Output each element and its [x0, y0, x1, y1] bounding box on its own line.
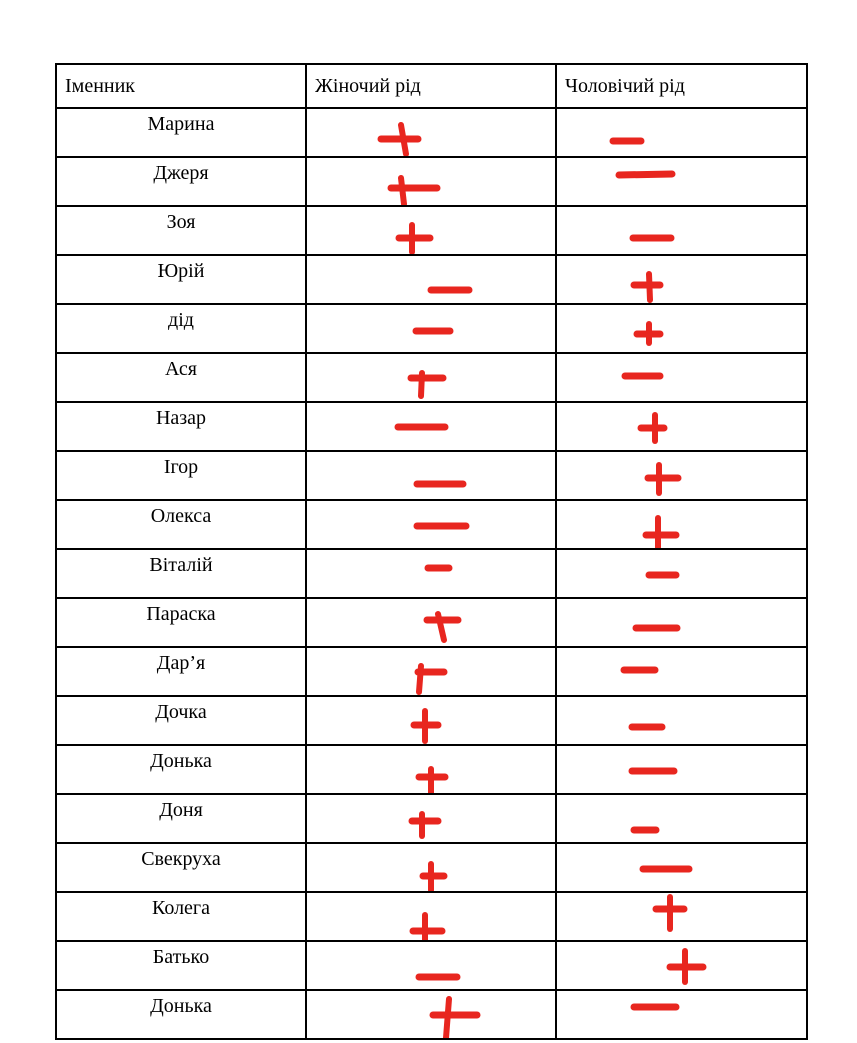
feminine-cell — [306, 206, 556, 255]
feminine-cell — [306, 745, 556, 794]
header-masculine: Чоловічий рід — [556, 64, 807, 108]
masculine-cell — [556, 255, 807, 304]
minus-mark — [557, 746, 807, 791]
masculine-cell — [556, 353, 807, 402]
masculine-cell — [556, 549, 807, 598]
feminine-cell — [306, 108, 556, 157]
masculine-cell — [556, 990, 807, 1039]
noun-cell: Доня — [56, 794, 306, 843]
minus-mark — [307, 942, 556, 987]
table-row — [56, 990, 807, 1039]
plus-mark — [307, 354, 556, 399]
plus-mark — [557, 256, 807, 301]
plus-mark — [307, 991, 556, 1036]
minus-mark — [307, 452, 556, 497]
table-row — [56, 206, 807, 255]
noun-cell: Дар’я — [56, 647, 306, 696]
mark-vertical-stroke — [401, 125, 406, 154]
header-row — [56, 64, 807, 108]
plus-mark — [557, 942, 807, 987]
masculine-cell — [556, 402, 807, 451]
feminine-cell — [306, 892, 556, 941]
masculine-cell — [556, 794, 807, 843]
masculine-cell — [556, 206, 807, 255]
feminine-cell — [306, 647, 556, 696]
noun-cell: Дочка — [56, 696, 306, 745]
noun-cell: Марина — [56, 108, 306, 157]
mark-vertical-stroke — [446, 999, 449, 1038]
minus-mark — [557, 648, 807, 693]
table-row — [56, 451, 807, 500]
table-row — [56, 843, 807, 892]
noun-gender-table — [55, 63, 808, 1040]
feminine-cell — [306, 255, 556, 304]
mark-vertical-stroke — [421, 373, 422, 396]
table-row — [56, 941, 807, 990]
table-row — [56, 402, 807, 451]
masculine-cell — [556, 304, 807, 353]
mark-vertical-stroke — [649, 274, 650, 300]
feminine-cell — [306, 157, 556, 206]
masculine-cell — [556, 696, 807, 745]
masculine-cell — [556, 500, 807, 549]
noun-cell: Олекса — [56, 500, 306, 549]
minus-mark — [307, 305, 556, 350]
minus-mark — [557, 844, 807, 889]
feminine-cell — [306, 353, 556, 402]
plus-mark — [557, 452, 807, 497]
noun-cell: Колега — [56, 892, 306, 941]
table-row — [56, 549, 807, 598]
noun-cell: Донька — [56, 990, 306, 1039]
table-row — [56, 598, 807, 647]
feminine-cell — [306, 304, 556, 353]
feminine-cell — [306, 451, 556, 500]
noun-cell: Назар — [56, 402, 306, 451]
minus-mark — [557, 795, 807, 840]
noun-cell: Зоя — [56, 206, 306, 255]
noun-cell: Свекруха — [56, 843, 306, 892]
masculine-cell — [556, 647, 807, 696]
minus-mark — [557, 354, 807, 399]
noun-cell: Ася — [56, 353, 306, 402]
noun-cell: дід — [56, 304, 306, 353]
noun-cell: Параска — [56, 598, 306, 647]
minus-mark — [307, 501, 556, 546]
minus-mark — [557, 207, 807, 252]
plus-mark — [307, 158, 556, 203]
plus-mark — [307, 599, 556, 644]
noun-cell: Юрій — [56, 255, 306, 304]
mark-vertical-stroke — [401, 178, 404, 204]
masculine-cell — [556, 108, 807, 157]
minus-mark — [557, 697, 807, 742]
masculine-cell — [556, 843, 807, 892]
feminine-cell — [306, 549, 556, 598]
feminine-cell — [306, 794, 556, 843]
feminine-cell — [306, 941, 556, 990]
mark-vertical-stroke — [419, 666, 421, 692]
table-row — [56, 353, 807, 402]
plus-mark — [307, 746, 556, 791]
table-body — [56, 108, 807, 1039]
mark-horizontal-stroke — [619, 174, 672, 175]
feminine-cell — [306, 990, 556, 1039]
plus-mark — [557, 893, 807, 938]
table-row — [56, 500, 807, 549]
minus-mark — [557, 991, 807, 1036]
header-feminine: Жіночий рід — [306, 64, 556, 108]
minus-mark — [557, 158, 807, 203]
plus-mark — [307, 795, 556, 840]
plus-mark — [557, 305, 807, 350]
plus-mark — [557, 403, 807, 448]
table-row — [56, 794, 807, 843]
minus-mark — [557, 599, 807, 644]
minus-mark — [307, 256, 556, 301]
plus-mark — [557, 550, 807, 595]
table-row — [56, 745, 807, 794]
plus-mark — [307, 109, 556, 154]
noun-cell: Віталій — [56, 549, 306, 598]
plus-mark — [307, 207, 556, 252]
table-row — [56, 696, 807, 745]
table-row — [56, 892, 807, 941]
masculine-cell — [556, 892, 807, 941]
masculine-cell — [556, 745, 807, 794]
minus-mark — [307, 403, 556, 448]
noun-cell: Ігор — [56, 451, 306, 500]
masculine-cell — [556, 157, 807, 206]
table-row — [56, 108, 807, 157]
plus-mark — [307, 697, 556, 742]
masculine-cell — [556, 451, 807, 500]
feminine-cell — [306, 500, 556, 549]
plus-mark — [557, 501, 807, 546]
feminine-cell — [306, 598, 556, 647]
plus-mark — [307, 844, 556, 889]
minus-mark — [307, 550, 556, 595]
header-noun: Іменник — [56, 64, 306, 108]
plus-mark — [307, 893, 556, 938]
feminine-cell — [306, 402, 556, 451]
feminine-cell — [306, 843, 556, 892]
minus-mark — [557, 109, 807, 154]
feminine-cell — [306, 696, 556, 745]
noun-cell: Батько — [56, 941, 306, 990]
plus-mark — [307, 648, 556, 693]
noun-cell: Джеря — [56, 157, 306, 206]
table-row — [56, 157, 807, 206]
masculine-cell — [556, 598, 807, 647]
masculine-cell — [556, 941, 807, 990]
table-row — [56, 647, 807, 696]
table-row — [56, 304, 807, 353]
noun-cell: Донька — [56, 745, 306, 794]
table-row — [56, 255, 807, 304]
